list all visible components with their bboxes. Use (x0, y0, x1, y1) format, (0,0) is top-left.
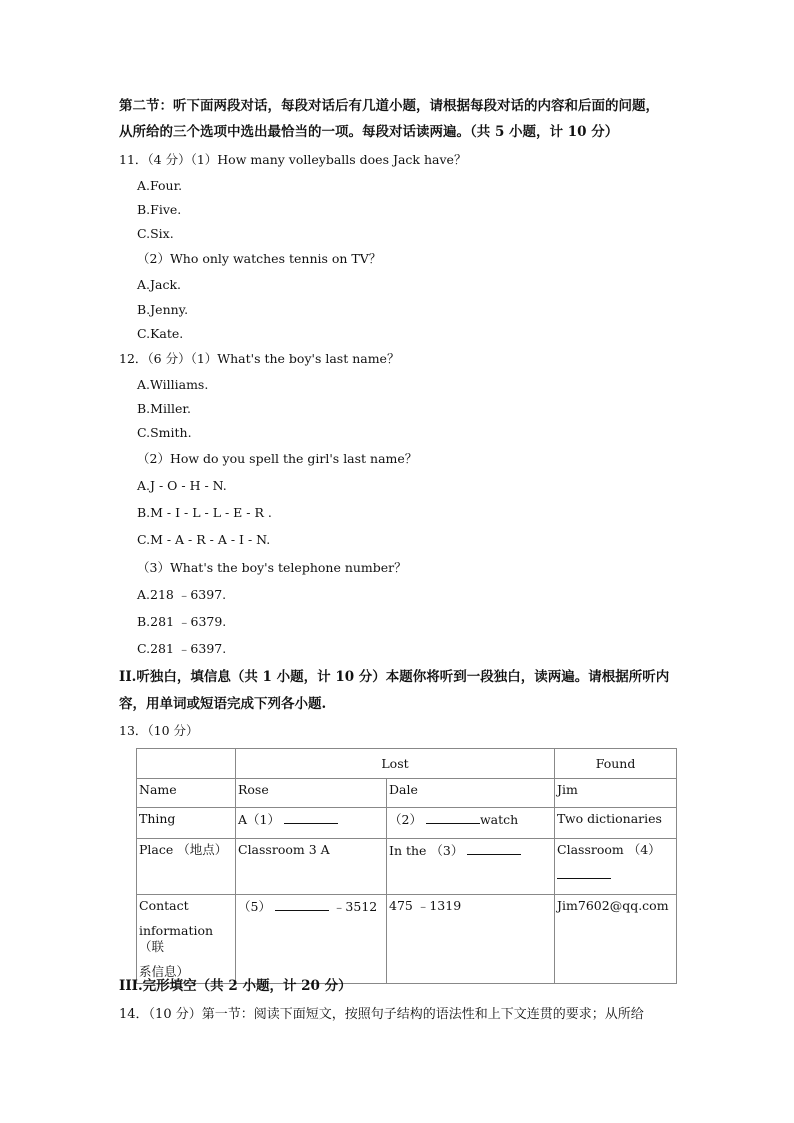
thing-dale-pre: （2） (389, 812, 422, 827)
cell-contact-dale: 475 ﹣1319 (387, 895, 555, 984)
question-14-header: 14．（10 分）第一节：阅读下面短文，按照句子结构的语法性和上下文连贯的要求；从所给 (119, 1007, 644, 1022)
question-11-2-option-c: C.Kate. (137, 326, 184, 341)
question-11-1-option-c: C.Six. (137, 226, 174, 241)
question-11-2-prompt: （2）Who only watches tennis on TV？ (137, 251, 382, 266)
question-12-2-option-c: C.M - A - R - A - I - N. (137, 532, 271, 547)
question-12-3-option-a: A.218 ﹣6397. (137, 587, 227, 602)
cell-name-dale: Dale (387, 779, 555, 808)
contact-label-line2: information（联 (139, 923, 214, 954)
place-jim-text: Classroom （4） (557, 842, 661, 857)
question-12-header: 12．（6 分）（1）What's the boy's last name？ (119, 351, 400, 366)
contact-rose-post: ﹣3512 (332, 899, 378, 914)
cell-place-jim (555, 839, 677, 895)
contact-rose-pre: （5） (238, 899, 271, 914)
cell-thing-dale (387, 808, 555, 839)
question-12-1-option-b: B.Miller. (137, 401, 191, 416)
blank-5 (275, 898, 329, 911)
section2-instruction-line2: 从所给的三个选项中选出最恰当的一项。每段对话读两遍。（共 5 小题，计 10 分） (119, 124, 619, 140)
question-12-1-option-a: A.Williams. (137, 377, 209, 392)
place-dale-text: In the （3） (389, 843, 464, 858)
question-12-3-option-c: C.281 ﹣6397. (137, 641, 227, 656)
cell-name-jim: Jim (555, 779, 677, 808)
blank-2 (426, 811, 480, 824)
table-row-name (137, 779, 677, 808)
table-row-thing (137, 808, 677, 839)
question-11-2-option-b: B.Jenny. (137, 302, 189, 317)
table-header-lost: Lost (236, 749, 555, 779)
question-11-1-option-b: B.Five. (137, 202, 182, 217)
cell-contact-jim: Jim7602@qq.com (555, 895, 677, 984)
blank-3 (467, 842, 521, 855)
cell-place-rose: Classroom 3 A (236, 839, 387, 895)
table-row-contact (137, 895, 677, 984)
cell-name-rose: Rose (236, 779, 387, 808)
contact-label-line3: 系信息） (139, 964, 190, 979)
row-label-thing: Thing (137, 808, 236, 839)
question-11-header: 11．（4 分）（1）How many volleyballs does Jack have？ (119, 152, 467, 167)
blank-4 (557, 866, 611, 879)
lost-found-table (136, 748, 677, 984)
table-header-found: Found (555, 749, 677, 779)
section2-instruction-line1: 第二节：听下面两段对话，每段对话后有几道小题，请根据每段对话的内容和后面的问题， (119, 98, 659, 114)
contact-label-line1: Contact (139, 898, 189, 913)
row-label-name: Name (137, 779, 236, 808)
blank-1 (284, 811, 338, 824)
table-row-place (137, 839, 677, 895)
row-label-place: Place （地点） (137, 839, 236, 895)
question-12-3-prompt: （3）What's the boy's telephone number？ (137, 560, 407, 575)
table-row-header (137, 749, 677, 779)
section-ii-instruction-line1: II.听独白，填信息（共 1 小题，计 10 分）本题你将听到一段独白，读两遍。请根据所听内 (119, 669, 670, 685)
section-iii-title: III.完形填空（共 2 小题，计 20 分） (119, 978, 352, 994)
question-11-1-option-a: A.Four. (137, 178, 183, 193)
cell-contact-rose (236, 895, 387, 984)
cell-place-dale (387, 839, 555, 895)
cell-thing-jim: Two dictionaries (555, 808, 677, 839)
question-12-2-option-a: A.J - O - H - N. (137, 478, 227, 493)
question-13-header: 13．（10 分） (119, 723, 199, 738)
question-11-2-option-a: A.Jack. (137, 277, 182, 292)
question-12-2-prompt: （2）How do you spell the girl's last name？ (137, 451, 418, 466)
section-ii-instruction-line2: 容，用单词或短语完成下列各小题. (119, 696, 327, 712)
question-12-1-option-c: C.Smith. (137, 425, 192, 440)
thing-dale-post: watch (479, 812, 519, 827)
table-corner-cell (137, 749, 236, 779)
question-12-3-option-b: B.281 ﹣6379. (137, 614, 227, 629)
cell-thing-rose (236, 808, 387, 839)
thing-rose-text: A（1） (238, 812, 280, 827)
row-label-contact (137, 895, 236, 984)
question-12-2-option-b: B.M - I - L - L - E - R . (137, 505, 272, 520)
